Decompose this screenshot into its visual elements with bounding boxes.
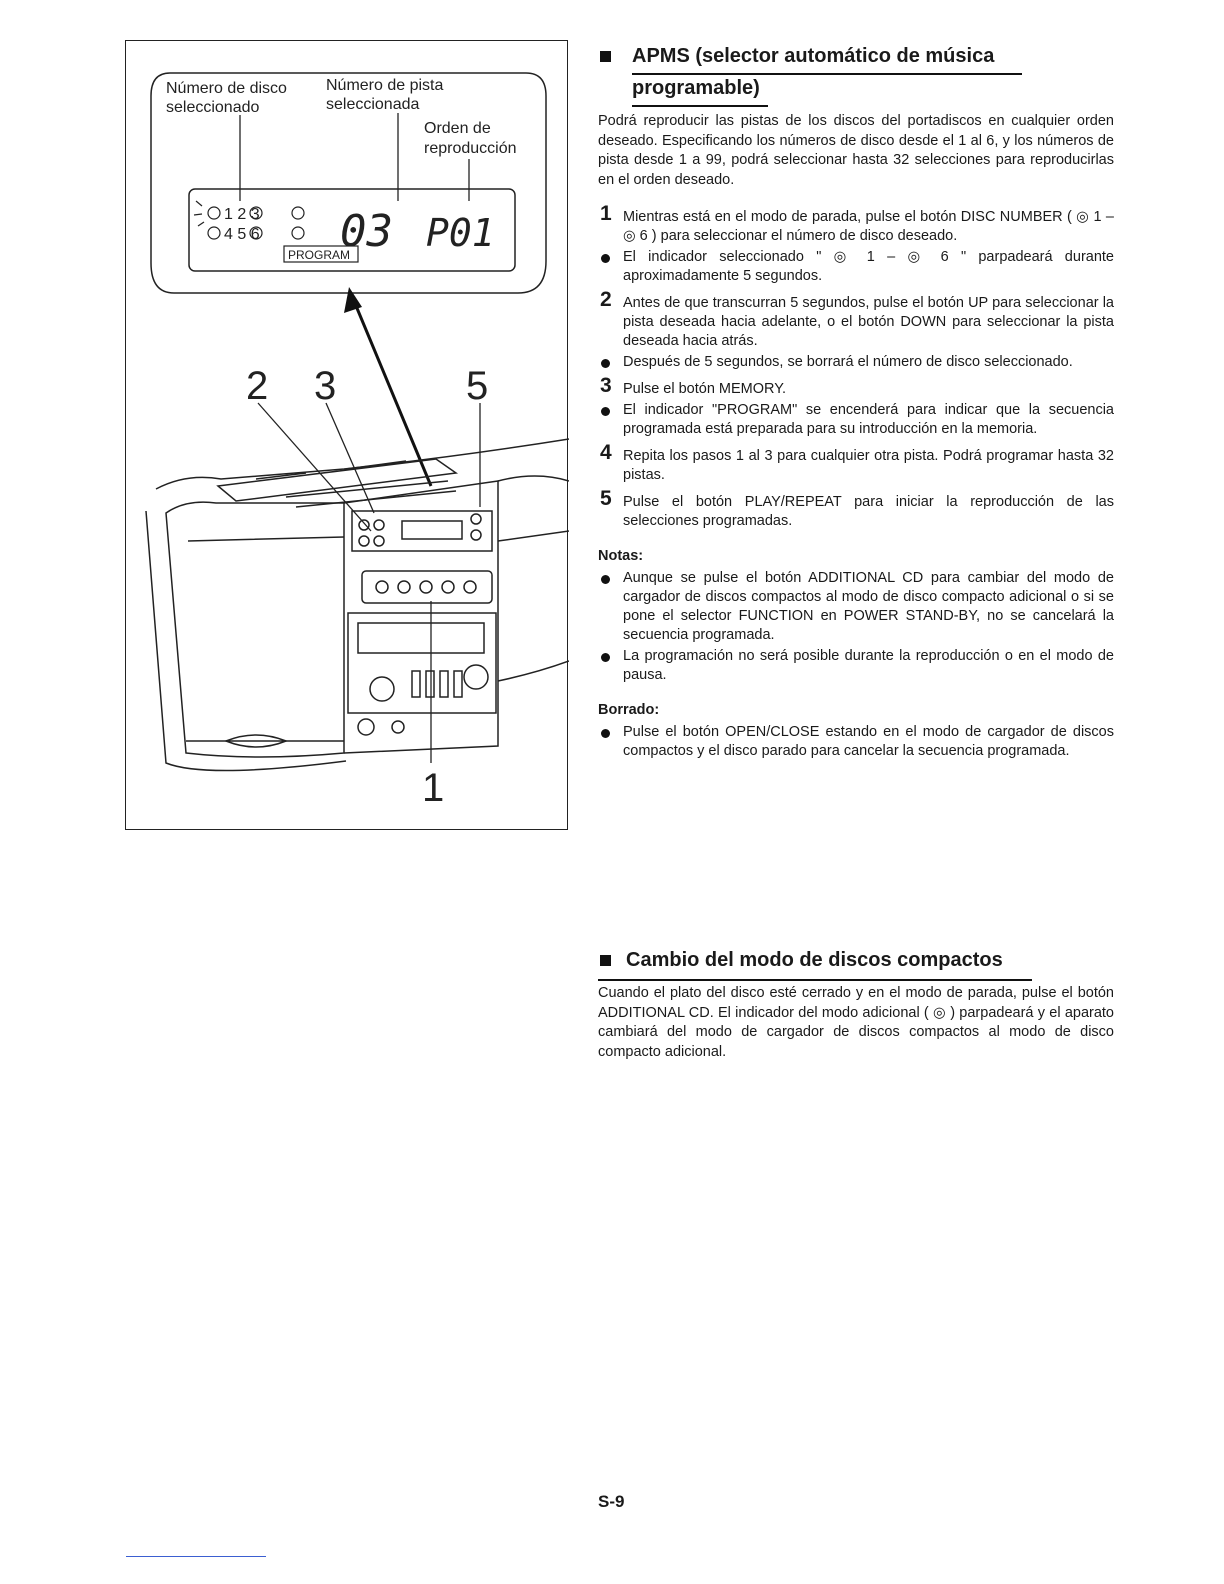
step-text: Pulse el botón PLAY/REPEAT para iniciar la reproducción de las selecciones programadas. [623,494,1114,529]
step-number: 2 [600,288,612,311]
step-4 [598,441,1114,485]
boombox-drawing [146,439,569,771]
display-disc-row2: 4 5 6 [224,226,260,243]
display-disc-row1: 1 2 3 [224,206,260,223]
page-number: S-9 [598,1492,625,1511]
section-cd-mode [598,946,1114,1062]
callout-disc-line1: Número de disco [166,80,287,97]
section-apms-intro: Podrá reproducir las pistas de los discos del portadiscos en cualquier orden deseado. Especificando los números de disco desde el 1 al 6, y los números de pista desde 1 a 99, podrá seleccionar hasta 32 selecciones para reproducirlas en el orden deseado. [598,113,1114,188]
display-track-number: 03 [340,206,393,257]
title-underline [598,979,1032,981]
callout-order-line2: reproducción [424,140,517,157]
callout-track-line1: Número de pista [326,77,444,94]
step-5 [598,487,1114,531]
step-number: 3 [600,374,612,397]
step-label-2: 2 [246,364,269,408]
step-2 [598,288,1114,351]
note-item: Aunque se pulse el botón ADDITIONAL CD para cambiar del modo de cargador de discos compactos al modo de disco compacto adicional o si se pone el selector FUNCTION en POWER STAND-BY, no se cancelará la secuencia programada. [598,569,1114,645]
step-3-note: El indicador "PROGRAM" se encenderá para indicar que la secuencia programada está preparada para su introducción en la memoria. [598,401,1114,439]
step-text: Mientras está en el modo de parada, pulse el botón DISC NUMBER ( ◎ 1 – ◎ 6 ) para seleccionar el número de disco deseado. [623,209,1114,244]
step-text: Antes de que transcurran 5 segundos, pulse el botón UP para seleccionar la pista deseada hacia adelante, o el botón DOWN para seleccionar la pista deseada hacia atrás. [623,295,1114,349]
display-program-number: P01 [426,211,495,255]
display-program-indicator: PROGRAM [288,248,351,262]
footer-rule [126,1556,266,1557]
stereo-illustration [126,41,569,831]
step-number: 1 [600,202,612,225]
notes-heading: Notas: [598,548,644,564]
figure-panel [125,40,568,830]
section-apms-title: APMS (selector automático de música programable) [598,42,1114,102]
section-apms [598,42,1114,761]
clear-item: Pulse el botón OPEN/CLOSE estando en el modo de cargador de discos compactos y el disco parado para cancelar la secuencia programada. [598,723,1114,761]
step-text: Repita los pasos 1 al 3 para cualquier otra pista. Podrá programar hasta 32 pistas. [623,448,1114,483]
section-cd-mode-body: Cuando el plato del disco esté cerrado y en el modo de parada, pulse el botón ADDITIONAL CD. El indicador del modo adicional ( ◎ ) parpadeará y el aparato cambiará del modo de cargador de discos compactos al modo de disco compacto adicional. [598,985,1114,1060]
step-number: 4 [600,441,612,464]
callout-track-line2: seleccionada [326,96,420,113]
callout-order-line1: Orden de [424,120,491,137]
step-3 [598,374,1114,399]
step-label-5: 5 [466,364,489,408]
steps-list [598,202,1114,531]
step-text: Pulse el botón MEMORY. [623,381,787,397]
clear-heading: Borrado: [598,702,660,718]
step-1 [598,202,1114,246]
step-1-note: El indicador seleccionado " ◎ 1 – ◎ 6 " parpadeará durante aproximadamente 5 segundos. [598,248,1114,286]
step-label-3: 3 [314,364,337,408]
title-underline-1 [632,73,1022,75]
step-number: 5 [600,487,612,510]
callout-disc-line2: seleccionado [166,99,260,116]
section-square-icon [600,51,611,62]
note-item: La programación no será posible durante la reproducción o en el modo de pausa. [598,647,1114,685]
section-square-icon [600,955,611,966]
step-label-1: 1 [422,766,445,810]
title-underline-2 [632,105,768,107]
section-cd-mode-title: Cambio del modo de discos compactos [598,946,1114,974]
step-2-note: Después de 5 segundos, se borrará el número de disco seleccionado. [598,353,1114,372]
